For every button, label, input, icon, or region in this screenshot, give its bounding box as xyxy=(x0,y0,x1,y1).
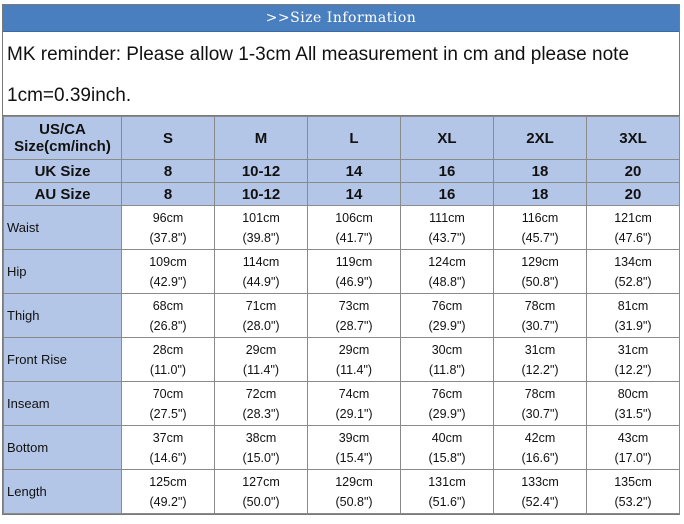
au-size-value: 16 xyxy=(401,183,494,206)
inch-value: (12.2") xyxy=(521,362,559,377)
au-size-value: 10-12 xyxy=(215,183,308,206)
measurement-cell xyxy=(122,294,215,338)
measurement-cell xyxy=(401,250,494,294)
measurement-cell xyxy=(587,250,680,294)
measurement-cell xyxy=(587,206,680,250)
inch-value: (48.8") xyxy=(428,274,466,289)
uk-size-row xyxy=(4,160,680,183)
uk-size-value: 18 xyxy=(494,160,587,183)
header-label-line-2: Size(cm/inch) xyxy=(14,138,111,155)
measurement-cell xyxy=(401,470,494,514)
inch-value: (11.4") xyxy=(335,362,373,377)
cm-value: 42cm xyxy=(524,430,556,445)
inch-value: (28.3") xyxy=(242,406,280,421)
inch-value: (31.5") xyxy=(614,406,652,421)
inch-value: (11.8") xyxy=(428,362,466,377)
cm-value: 125cm xyxy=(149,474,187,489)
cm-value: 68cm xyxy=(152,298,184,313)
measurement-cell xyxy=(308,426,401,470)
inch-value: (41.7") xyxy=(335,230,373,245)
cm-value: 31cm xyxy=(524,342,556,357)
measurement-cell xyxy=(494,382,587,426)
cm-value: 73cm xyxy=(338,298,370,313)
measurement-cell xyxy=(308,470,401,514)
measurement-cell xyxy=(494,294,587,338)
cm-value: 38cm xyxy=(245,430,277,445)
measurement-cell xyxy=(494,426,587,470)
inch-value: (30.7") xyxy=(521,406,559,421)
cm-value: 80cm xyxy=(617,386,649,401)
inch-value: (27.5") xyxy=(149,406,187,421)
inch-value: (53.2") xyxy=(614,494,652,509)
cm-value: 121cm xyxy=(614,210,652,225)
measurement-cell xyxy=(587,470,680,514)
inch-value: (15.4") xyxy=(335,450,373,465)
measurement-cell xyxy=(215,338,308,382)
measurement-label: Length xyxy=(4,470,122,514)
cm-value: 31cm xyxy=(617,342,649,357)
measurement-cell xyxy=(401,338,494,382)
cm-value: 106cm xyxy=(335,210,373,225)
cm-value: 30cm xyxy=(431,342,463,357)
panel-title: >>Size Information xyxy=(3,5,679,32)
au-size-value: 20 xyxy=(587,183,680,206)
measurement-cell xyxy=(401,294,494,338)
cm-value: 40cm xyxy=(431,430,463,445)
inch-value: (49.2") xyxy=(149,494,187,509)
inch-value: (52.4") xyxy=(521,494,559,509)
measurement-cell xyxy=(215,294,308,338)
cm-value: 127cm xyxy=(242,474,280,489)
measurement-cell xyxy=(215,470,308,514)
uk-size-value: 20 xyxy=(587,160,680,183)
inch-value: (14.6") xyxy=(149,450,187,465)
cm-value: 116cm xyxy=(521,210,559,225)
inch-value: (50.8") xyxy=(335,494,373,509)
measurement-cell xyxy=(587,426,680,470)
inch-value: (11.4") xyxy=(242,362,280,377)
inch-value: (26.8") xyxy=(149,318,187,333)
inch-value: (47.6") xyxy=(614,230,652,245)
measurement-cell xyxy=(215,382,308,426)
inch-value: (29.1") xyxy=(335,406,373,421)
inch-value: (37.8") xyxy=(149,230,187,245)
measurement-row xyxy=(4,206,680,250)
measurement-cell xyxy=(401,206,494,250)
inch-value: (44.9") xyxy=(242,274,280,289)
uk-size-value: 14 xyxy=(308,160,401,183)
size-heading: S xyxy=(122,117,215,160)
cm-value: 70cm xyxy=(152,386,184,401)
cm-value: 129cm xyxy=(335,474,373,489)
inch-value: (31.9") xyxy=(614,318,652,333)
measurement-label: Front Rise xyxy=(4,338,122,382)
inch-value: (45.7") xyxy=(521,230,559,245)
cm-value: 111cm xyxy=(429,210,465,225)
size-heading: M xyxy=(215,117,308,160)
cm-value: 43cm xyxy=(617,430,649,445)
measurement-label: Hip xyxy=(4,250,122,294)
measurement-cell xyxy=(308,294,401,338)
size-heading: 2XL xyxy=(494,117,587,160)
cm-value: 39cm xyxy=(338,430,370,445)
measurement-label: Thigh xyxy=(4,294,122,338)
cm-value: 101cm xyxy=(242,210,280,225)
measurement-cell xyxy=(587,294,680,338)
inch-value: (51.6") xyxy=(428,494,466,509)
inch-value: (28.0") xyxy=(242,318,280,333)
uk-size-value: 16 xyxy=(401,160,494,183)
measurement-cell xyxy=(308,206,401,250)
measurement-cell xyxy=(122,338,215,382)
inch-value: (11.0") xyxy=(149,362,187,377)
measurement-cell xyxy=(122,206,215,250)
uk-size-value: 10-12 xyxy=(215,160,308,183)
inch-value: (30.7") xyxy=(521,318,559,333)
size-heading: XL xyxy=(401,117,494,160)
measurement-label: Inseam xyxy=(4,382,122,426)
inch-value: (29.9") xyxy=(428,406,466,421)
measurement-cell xyxy=(215,250,308,294)
header-label xyxy=(4,117,122,160)
measurement-row xyxy=(4,426,680,470)
cm-value: 133cm xyxy=(521,474,559,489)
inch-value: (46.9") xyxy=(335,274,373,289)
inch-value: (50.0") xyxy=(242,494,280,509)
measurement-row xyxy=(4,382,680,426)
measurement-label: Bottom xyxy=(4,426,122,470)
size-heading: 3XL xyxy=(587,117,680,160)
cm-value: 28cm xyxy=(152,342,184,357)
cm-value: 131cm xyxy=(428,474,466,489)
au-size-value: 8 xyxy=(122,183,215,206)
uk-size-label: UK Size xyxy=(4,160,122,183)
cm-value: 109cm xyxy=(149,254,187,269)
au-size-value: 14 xyxy=(308,183,401,206)
measurement-cell xyxy=(494,250,587,294)
header-row xyxy=(4,117,680,160)
inch-value: (15.8") xyxy=(428,450,466,465)
header-label-line-1: US/CA xyxy=(39,121,86,138)
cm-value: 74cm xyxy=(338,386,370,401)
measurement-row xyxy=(4,470,680,514)
inch-value: (39.8") xyxy=(242,230,280,245)
cm-value: 124cm xyxy=(428,254,466,269)
inch-value: (42.9") xyxy=(149,274,187,289)
measurement-cell xyxy=(308,382,401,426)
inch-value: (17.0") xyxy=(614,450,652,465)
measurement-cell xyxy=(122,382,215,426)
size-heading: L xyxy=(308,117,401,160)
cm-value: 119cm xyxy=(335,254,373,269)
inch-value: (28.7") xyxy=(335,318,373,333)
au-size-value: 18 xyxy=(494,183,587,206)
measurement-cell xyxy=(308,338,401,382)
measurement-label: Waist xyxy=(4,206,122,250)
reminder-line-2: 1cm=0.39inch. xyxy=(7,85,132,106)
measurement-cell xyxy=(587,382,680,426)
measurement-row xyxy=(4,338,680,382)
measurement-cell xyxy=(494,338,587,382)
inch-value: (43.7") xyxy=(428,230,466,245)
inch-value: (16.6") xyxy=(521,450,559,465)
size-info-panel xyxy=(2,4,680,515)
inch-value: (50.8") xyxy=(521,274,559,289)
measurement-cell xyxy=(122,470,215,514)
size-table xyxy=(3,116,680,514)
cm-value: 96cm xyxy=(152,210,184,225)
measurement-cell xyxy=(122,250,215,294)
au-size-label: AU Size xyxy=(4,183,122,206)
cm-value: 29cm xyxy=(338,342,370,357)
au-size-row xyxy=(4,183,680,206)
cm-value: 76cm xyxy=(431,298,463,313)
cm-value: 78cm xyxy=(524,386,556,401)
cm-value: 134cm xyxy=(614,254,652,269)
cm-value: 78cm xyxy=(524,298,556,313)
measurement-row xyxy=(4,250,680,294)
measurement-cell xyxy=(401,426,494,470)
measurement-row xyxy=(4,294,680,338)
cm-value: 129cm xyxy=(521,254,559,269)
cm-value: 114cm xyxy=(242,254,280,269)
inch-value: (15.0") xyxy=(242,450,280,465)
measurement-cell xyxy=(308,250,401,294)
inch-value: (52.8") xyxy=(614,274,652,289)
cm-value: 29cm xyxy=(245,342,277,357)
uk-size-value: 8 xyxy=(122,160,215,183)
measurement-cell xyxy=(401,382,494,426)
cm-value: 81cm xyxy=(617,298,649,313)
measurement-cell xyxy=(215,206,308,250)
measurement-cell xyxy=(494,206,587,250)
cm-value: 72cm xyxy=(245,386,277,401)
reminder-note xyxy=(3,32,679,116)
cm-value: 76cm xyxy=(431,386,463,401)
measurement-cell xyxy=(215,426,308,470)
cm-value: 71cm xyxy=(245,298,277,313)
reminder-line-1: MK reminder: Please allow 1-3cm All measurement in cm and please note xyxy=(7,44,630,65)
measurement-cell xyxy=(587,338,680,382)
inch-value: (12.2") xyxy=(614,362,652,377)
cm-value: 135cm xyxy=(614,474,652,489)
inch-value: (29.9") xyxy=(428,318,466,333)
measurement-cell xyxy=(494,470,587,514)
measurement-cell xyxy=(122,426,215,470)
cm-value: 37cm xyxy=(152,430,184,445)
